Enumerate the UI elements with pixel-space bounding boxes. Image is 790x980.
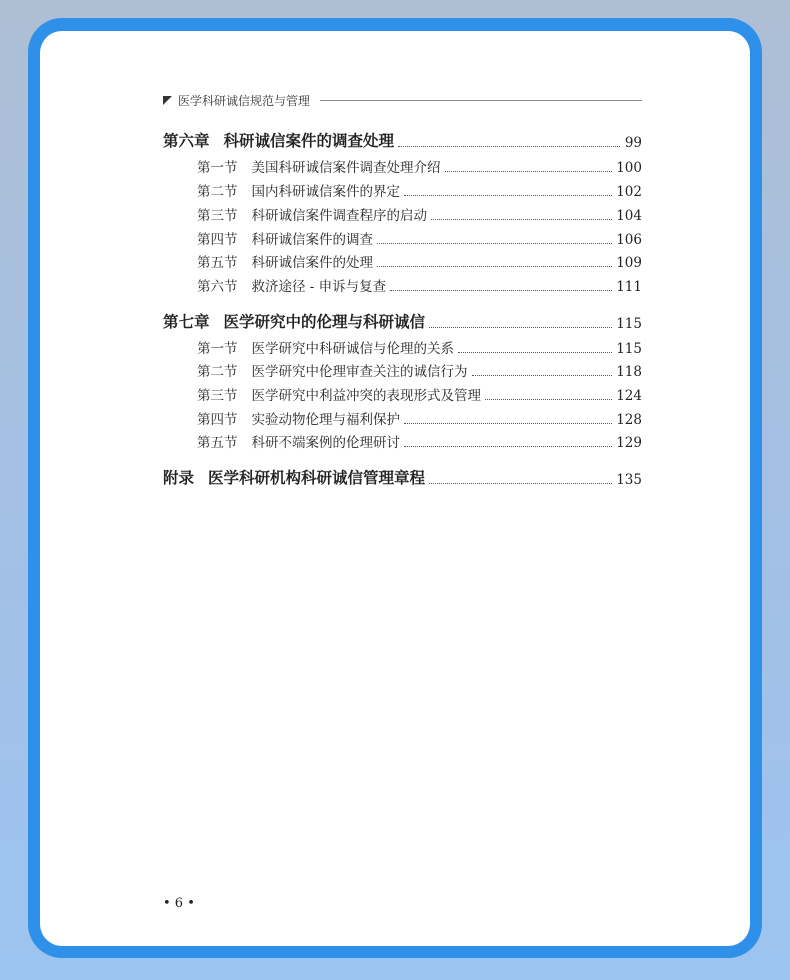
section-title: 医学研究中伦理审查关注的诚信行为 [251,364,468,380]
leader-dots [377,266,612,267]
chapter-page: 115 [616,316,642,332]
section-title: 美国科研诚信案件调查处理介绍 [251,160,441,176]
section-label: 第五节 [197,255,238,271]
leader-dots [404,195,612,196]
toc-section[interactable] [163,335,642,357]
section-title: 科研诚信案件的调查 [251,232,373,248]
section-page: 128 [616,412,642,428]
section-label: 第一节 [197,160,238,176]
section-page: 129 [616,435,642,451]
running-head-rule [320,100,642,101]
chapter-title: 医学科研机构科研诚信管理章程 [208,468,426,487]
leader-dots [429,483,612,484]
leader-dots [458,352,612,353]
toc-appendix[interactable] [163,466,642,488]
toc-section[interactable] [163,358,642,380]
leader-dots [404,423,612,424]
running-head-title: 医学科研诚信规范与管理 [178,93,311,108]
section-page: 102 [616,184,642,200]
chapter-title: 科研诚信案件的调查处理 [223,131,395,150]
section-page: 115 [616,341,642,357]
section-label: 第三节 [197,208,238,224]
section-title: 科研不端案例的伦理研讨 [251,435,400,451]
section-label: 第三节 [197,388,238,404]
section-label: 第四节 [197,232,238,248]
section-page: 106 [616,232,642,248]
chapter-title: 医学研究中的伦理与科研诚信 [223,312,426,331]
section-label: 第五节 [197,435,238,451]
toc-section[interactable] [163,429,642,451]
toc-section[interactable] [163,178,642,200]
toc-section[interactable] [163,154,642,176]
toc-section[interactable] [163,273,642,295]
leader-dots [429,327,612,328]
section-label: 第二节 [197,364,238,380]
section-page: 111 [616,279,642,295]
toc-section[interactable] [163,226,642,248]
chapter-page: 135 [616,472,642,488]
leader-dots [485,399,612,400]
leader-dots [431,219,612,220]
toc-chapter-6[interactable] [163,129,642,151]
section-page: 118 [616,364,642,380]
section-label: 第六节 [197,279,238,295]
leader-dots [472,375,613,376]
section-title: 救济途径 - 申诉与复查 [251,279,387,295]
leader-dots [445,171,613,172]
corner-triangle-icon [163,96,172,105]
section-label: 第二节 [197,184,238,200]
chapter-page: 99 [624,135,642,151]
section-title: 国内科研诚信案件的界定 [251,184,400,200]
page-number: • 6 • [163,896,195,911]
toc-section[interactable] [163,202,642,224]
toc-chapter-7[interactable] [163,310,642,332]
section-page: 104 [616,208,642,224]
section-page: 124 [616,388,642,404]
leader-dots [377,243,612,244]
section-title: 医学研究中科研诚信与伦理的关系 [251,341,454,357]
section-label: 第四节 [197,412,238,428]
running-head [163,91,642,109]
chapter-label: 第六章 [163,131,210,150]
section-page: 109 [616,255,642,271]
chapter-label: 附录 [163,468,195,487]
toc-section[interactable] [163,249,642,271]
leader-dots [390,290,612,291]
chapter-label: 第七章 [163,312,210,331]
section-title: 科研诚信案件调查程序的启动 [251,208,427,224]
toc-section[interactable] [163,406,642,428]
section-title: 医学研究中利益冲突的表现形式及管理 [251,388,481,404]
section-title: 实验动物伦理与福利保护 [251,412,400,428]
leader-dots [398,146,620,147]
section-title: 科研诚信案件的处理 [251,255,373,271]
section-page: 100 [616,160,642,176]
toc-section[interactable] [163,382,642,404]
leader-dots [404,446,612,447]
section-label: 第一节 [197,341,238,357]
